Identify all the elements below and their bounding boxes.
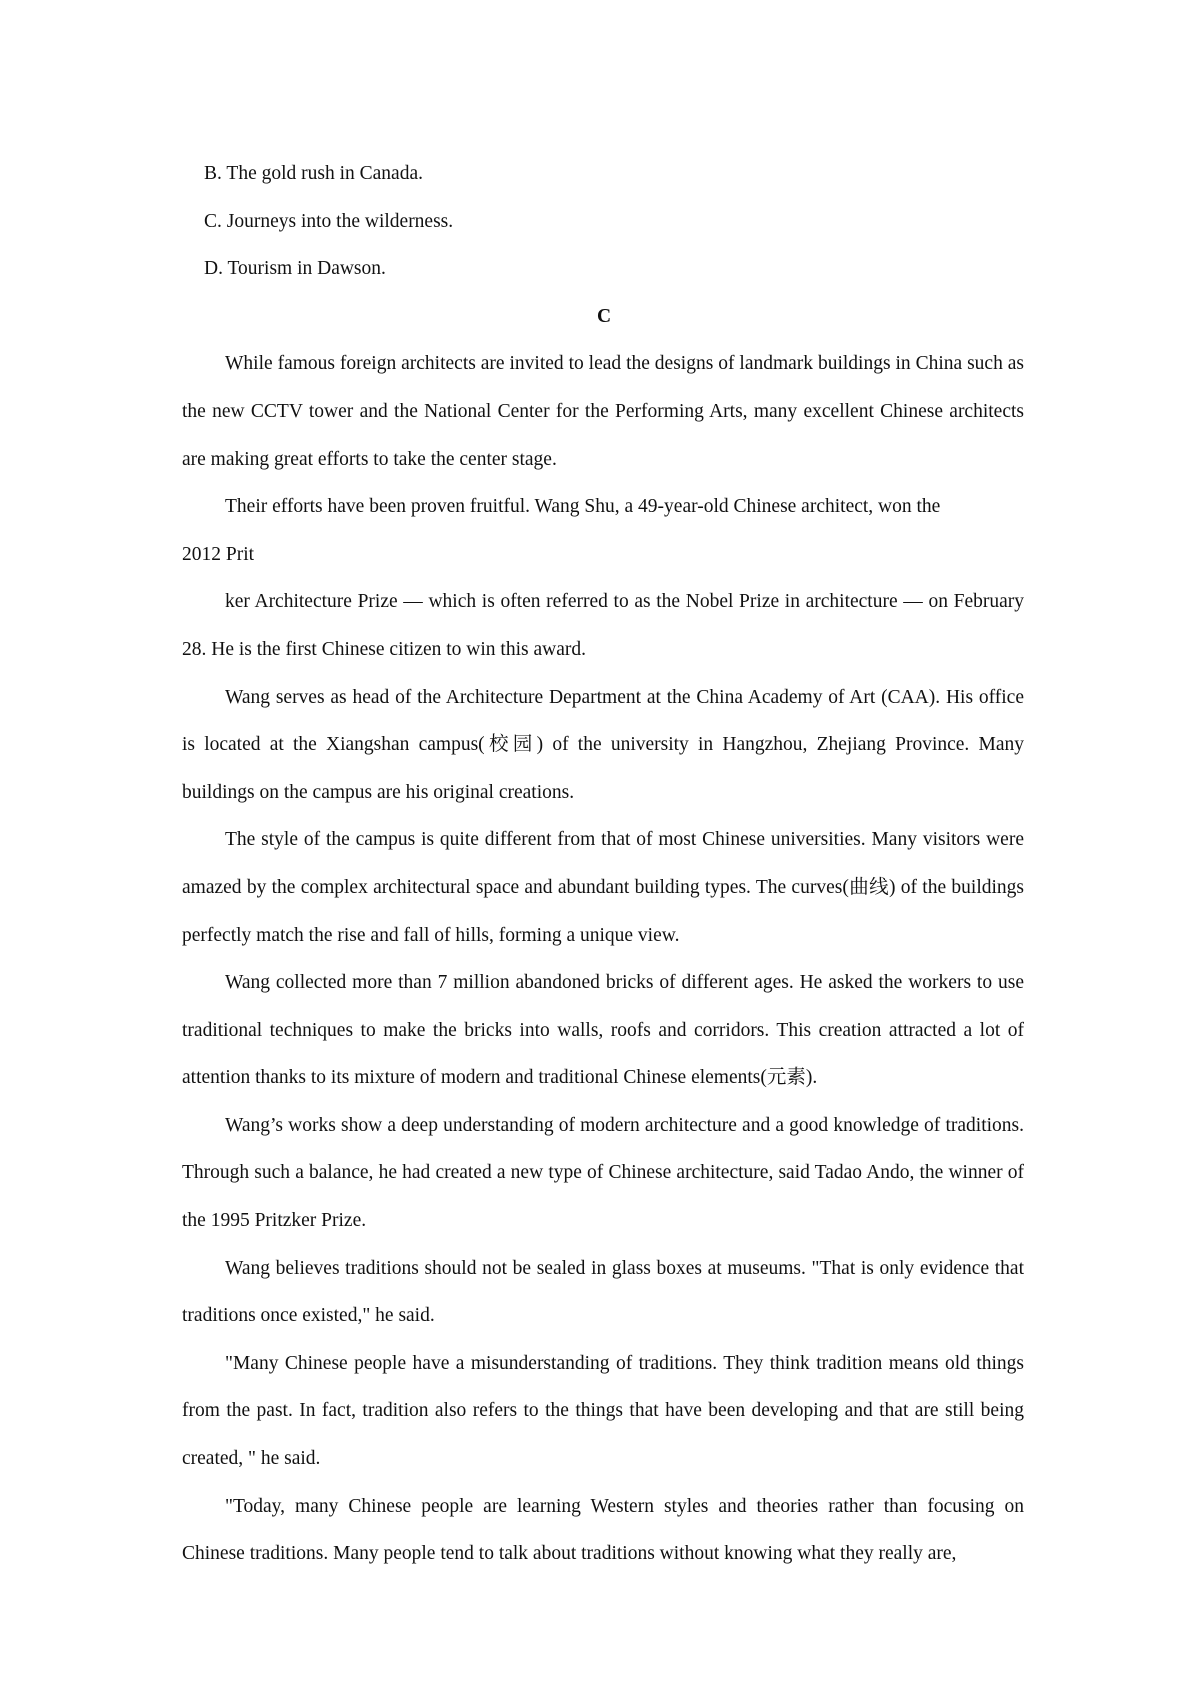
paragraph-10: "Today, many Chinese people are learning Western styles and theories rather than focusing on Chinese traditions. Many people tend to talk about traditions without knowing what they really are, (182, 1495, 1024, 1565)
answer-option-b: B. The gold rush in Canada. (204, 163, 423, 184)
paragraph-2-continued: 2012 Prit (182, 543, 255, 565)
paragraph-1: While famous foreign architects are invited to lead the designs of landmark buildings in China such as the new CCTV tower and the National Center for the Performing Arts, many excellent Chinese architects are making great efforts to take the center stage. (182, 353, 1024, 470)
paragraph-6: Wang collected more than 7 million abandoned bricks of different ages. He asked the workers to use traditional techniques to make the bricks into walls, roofs and corridors. This creation attracted a lot of attention thanks to its mixture of modern and traditional Chinese elements(元素). (182, 972, 1024, 1089)
paragraph-9: "Many Chinese people have a misunderstanding of traditions. They think tradition means old things from the past. In fact, tradition also refers to the things that have been developing and that are still being created, " he said. (182, 1352, 1024, 1470)
paragraph-8: Wang believes traditions should not be sealed in glass boxes at museums. "That is only evidence that traditions once existed," he said. (182, 1257, 1024, 1327)
paragraph-4: Wang serves as head of the Architecture Department at the China Academy of Art (CAA). His office is located at the Xiangshan campus(校园) of the university in Hangzhou, Zhejiang Province. Many buildings on the campus are his original creations. (182, 686, 1024, 803)
paragraph-5: The style of the campus is quite different from that of most Chinese universities. Many visitors were amazed by the complex architectural space and abundant building types. The curves(曲线) of the buildings perfectly match the rise and fall of hills, forming a unique view. (182, 829, 1024, 946)
paragraph-2: Their efforts have been proven fruitful. Wang Shu, a 49-year-old Chinese architect, won the (225, 496, 941, 518)
answer-option-c: C. Journeys into the wilderness. (204, 210, 454, 232)
paragraph-7: Wang’s works show a deep understanding of modern architecture and a good knowledge of traditions. Through such a balance, he had created a new type of Chinese architecture, said Tadao Ando, the winner of the 1995 Pritzker Prize. (182, 1114, 1024, 1232)
answer-option-d: D. Tourism in Dawson. (204, 258, 386, 280)
section-heading: C (596, 305, 612, 327)
document-body (182, 150, 1024, 1578)
paragraph-3: ker Architecture Prize — which is often referred to as the Nobel Prize in architecture — on February 28. He is the first Chinese citizen to win this award. (182, 591, 1024, 660)
